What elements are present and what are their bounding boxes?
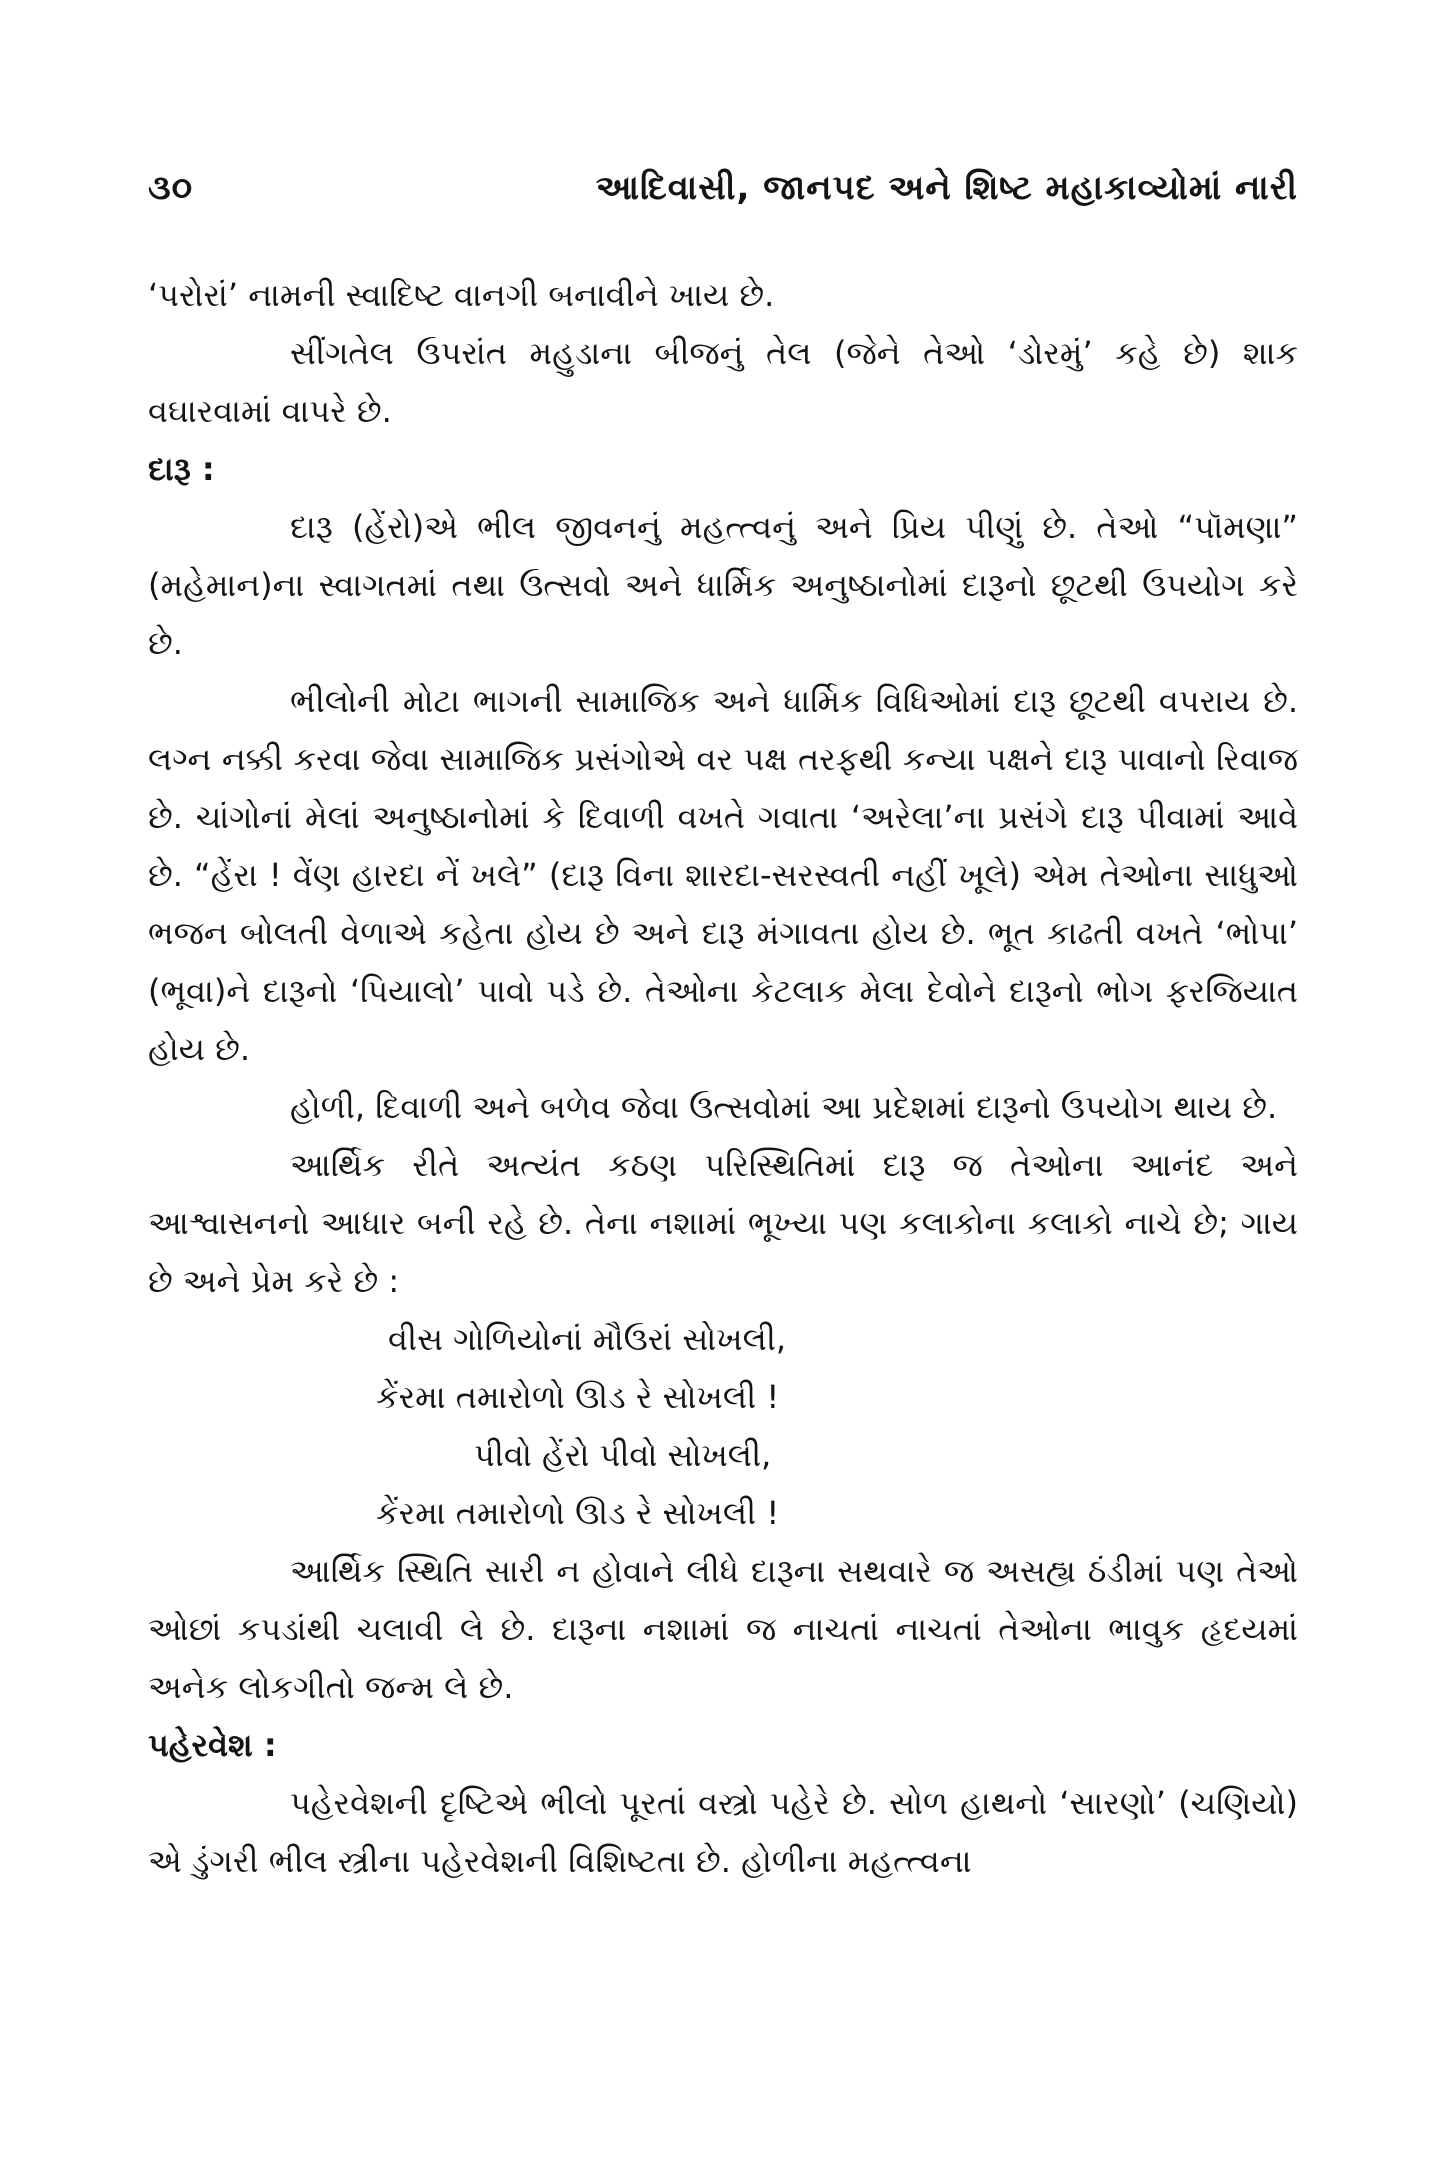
running-title: આદિવાસી, જાનપદ અને શિષ્ટ મહાકાવ્યોમાં નારી [595, 168, 1298, 208]
paragraph-attire: પહેરવેશની દૃષ્ટિએ ભીલો પૂરતાં વસ્ત્રો પહેરે છે. સોળ હાથનો ‘સારણો’ (ચણિયો) એ ડુંગરી ભીલ સ્ત્રીના પહેરવેશની વિશિષ્ટતા છે. હોળીના મહત્ત્વના [148, 1784, 1298, 1880]
paragraph-economic: આર્થિક રીતે અત્યંત કઠણ પરિસ્થિતિમાં દારૂ જ તેઓના આનંદ અને આશ્વાસનનો આધાર બની રહે છે. તેના નશામાં ભૂખ્યા પણ કલાકોના કલાકો નાચે છે; ગાય છે અને પ્રેમ કરે છે : [148, 1146, 1298, 1300]
paragraph-oil: સીંગતેલ ઉપરાંત મહુડાના બીજનું તેલ (જેને તેઓ ‘ડોરમું’ કહે છે) શાક વઘારવામાં વાપરે છે. [148, 334, 1298, 430]
paragraph-liquor-intro: દારૂ (હેંરો)એ ભીલ જીવનનું મહત્ત્વનું અને પ્રિય પીણું છે. તેઓ “પૉમણા” (મહેમાન)ના સ્વાગતમાં તથા ઉત્સવો અને ધાર્મિક અનુષ્ઠાનોમાં દારૂનો છૂટથી ઉપયોગ કરે છે. [148, 508, 1298, 662]
page-header [148, 168, 1298, 228]
page-number: ૩૦ [148, 168, 194, 208]
paragraph-liquor-rituals: ભીલોની મોટા ભાગની સામાજિક અને ધાર્મિક વિધિઓમાં દારૂ છૂટથી વપરાય છે. લગ્ન નક્કી કરવા જેવા સામાજિક પ્રસંગોએ વર પક્ષ તરફથી કન્યા પક્ષને દારૂ પાવાનો રિવાજ છે. ચાંગોનાં મેલાં અનુષ્ઠાનોમાં કે દિવાળી વખતે ગવાતા ‘અરેલા’ના પ્રસંગે દારૂ પીવામાં આવે છે. “હેંરા ! વેંણ હારદા નેં ખલે” (દારૂ વિના શારદા-સરસ્વતી નહીં ખૂલે) એમ તેઓના સાધુઓ ભજન બોલતી વેળાએ કહેતા હોય છે અને દારૂ મંગાવતા હોય છે. ભૂત કાઢતી વખતે ‘ભોપા’ (ભૂવા)ને દારૂનો ‘પિયાલો’ પાવો પડે છે. તેઓના કેટલાક મેલા દેવોને દારૂનો ભોગ ફરજિયાત હોય છે. [148, 682, 1298, 1068]
book-page [148, 168, 1298, 1890]
section-heading-attire: પહેરવેશ : [148, 1726, 277, 1764]
folk-song-line: વીસ ગોળિયોનાં મૌઉરાં સોખલી, [388, 1320, 787, 1358]
paragraph-cold: આર્થિક સ્થિતિ સારી ન હોવાને લીધે દારૂના સથવારે જ અસહ્ય ઠંડીમાં પણ તેઓ ઓછાં કપડાંથી ચલાવી લે છે. દારૂના નશામાં જ નાચતાં નાચતાં તેઓના ભાવુક હૃદયમાં અનેક લોકગીતો જન્મ લે છે. [148, 1552, 1298, 1706]
paragraph-continuation: ‘પરોરાં’ નામની સ્વાદિષ્ટ વાનગી બનાવીને ખાય છે. [148, 276, 775, 314]
folk-song-line: કેંરમા તમારોળો ઊડ રે સોખલી ! [376, 1494, 780, 1532]
folk-song-line: કેંરમા તમારોળો ઊડ રે સોખલી ! [376, 1378, 780, 1416]
folk-song [148, 1310, 1298, 1542]
folk-song-line: પીવો હેંરો પીવો સોખલી, [474, 1436, 772, 1474]
body-text [148, 266, 1298, 1890]
section-heading-liquor: દારૂ : [148, 450, 215, 488]
paragraph-festivals: હોળી, દિવાળી અને બળેવ જેવા ઉત્સવોમાં આ પ્રદેશમાં દારૂનો ઉપયોગ થાય છે. [290, 1088, 1278, 1126]
